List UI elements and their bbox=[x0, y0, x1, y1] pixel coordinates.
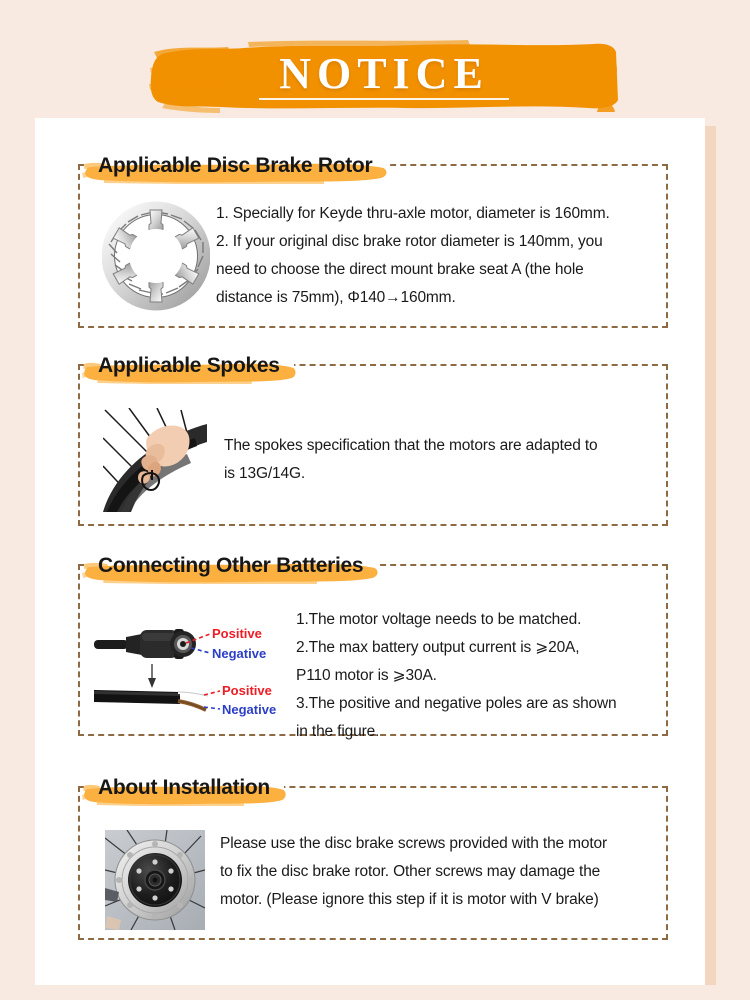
text-line: need to choose the direct mount brake seat A (the hole bbox=[216, 261, 584, 278]
section-body bbox=[78, 186, 668, 312]
disc-brake-rotor-icon bbox=[96, 200, 216, 312]
hub-motor-with-rotor-photo bbox=[96, 830, 214, 930]
dc-connector-polarity-diagram bbox=[90, 606, 290, 718]
section-body bbox=[78, 386, 668, 512]
connector-negative-label: Negative bbox=[212, 646, 267, 661]
text-line: is 13G/14G. bbox=[224, 465, 306, 482]
header-band bbox=[0, 0, 750, 118]
section-body bbox=[78, 808, 668, 930]
cable-positive-label: Positive bbox=[222, 683, 272, 698]
page-title: NOTICE bbox=[148, 44, 620, 104]
connector-positive-label: Positive bbox=[212, 626, 262, 641]
section-text bbox=[290, 606, 658, 746]
text-line: distance is 75mm), Φ140→160mm. bbox=[216, 289, 456, 306]
text-line: The spokes specification that the motors are adapted to bbox=[224, 437, 598, 454]
cable-negative-label: Negative bbox=[222, 702, 277, 717]
section-title-wrap bbox=[86, 348, 290, 384]
section-title: Applicable Spokes bbox=[98, 354, 280, 377]
hand-on-wheel-spokes-photo bbox=[96, 408, 214, 512]
section-title: About Installation bbox=[98, 776, 270, 799]
section-title: Connecting Other Batteries bbox=[98, 554, 364, 577]
section-text bbox=[214, 432, 652, 488]
section-body bbox=[78, 586, 668, 746]
section-text bbox=[214, 830, 656, 914]
text-line: 2.The max battery output current is ⩾20A, bbox=[296, 639, 580, 656]
section-title-wrap bbox=[86, 548, 373, 584]
section-title: Applicable Disc Brake Rotor bbox=[98, 154, 373, 177]
text-line: 2. If your original disc brake rotor diameter is 140mm, you bbox=[216, 233, 603, 250]
section-title-wrap bbox=[86, 148, 382, 184]
text-line: P110 motor is ⩾30A. bbox=[296, 667, 437, 684]
text-line: Please use the disc brake screws provided with the motor bbox=[220, 835, 608, 852]
section-text bbox=[216, 200, 652, 312]
text-line: to fix the disc brake rotor. Other screws may damage the bbox=[220, 863, 601, 880]
text-line: 1. Specially for Keyde thru-axle motor, diameter is 160mm. bbox=[216, 205, 610, 222]
text-line: 1.The motor voltage needs to be matched. bbox=[296, 611, 582, 628]
text-line: motor. (Please ignore this step if it is motor with V brake) bbox=[220, 891, 599, 908]
text-line: in the figure. bbox=[296, 723, 380, 740]
text-line: 3.The positive and negative poles are as shown bbox=[296, 695, 617, 712]
section-title-wrap bbox=[86, 770, 280, 806]
